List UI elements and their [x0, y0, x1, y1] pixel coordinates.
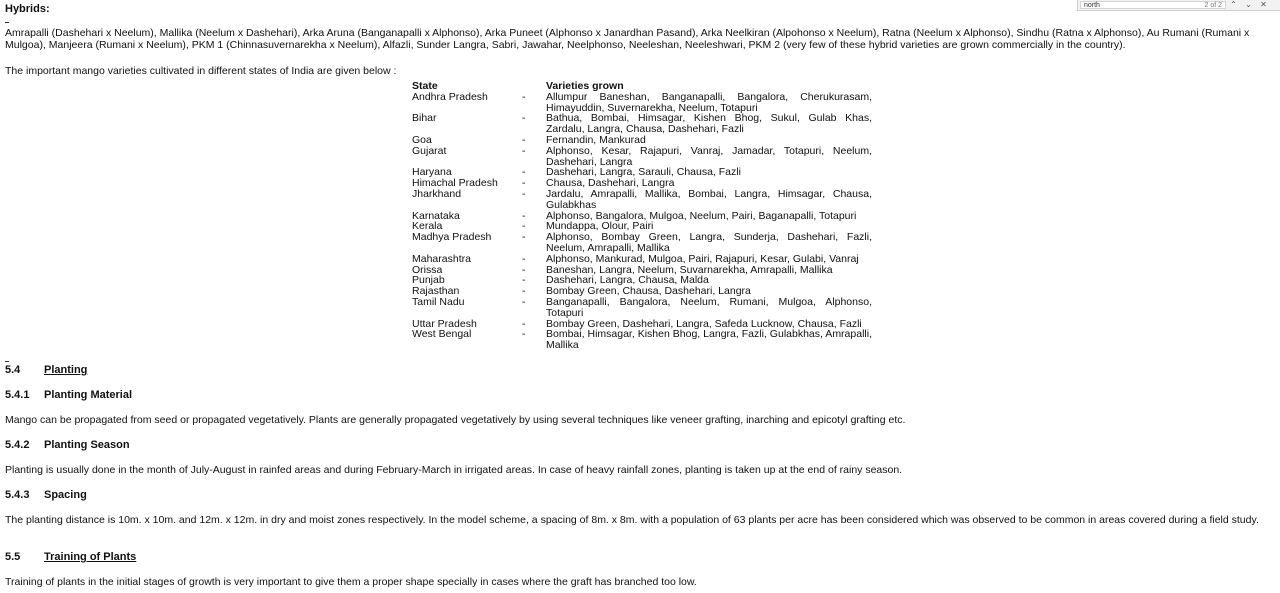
find-match-count: 2 of 2	[1204, 1, 1222, 9]
find-query: north	[1084, 1, 1100, 9]
varieties-cell: Alphonso, Bangalora, Mulgoa, Neelum, Pairi, Baganapalli, Totapuri	[546, 209, 857, 222]
varieties-cell: Chausa, Dashehari, Langra	[546, 177, 675, 190]
varieties-cell: Banganapalli, Bangalora, Neelum, Rumani, Mulgoa, Alphonso, Totapuri	[546, 295, 872, 319]
varieties-cell: Alphonso, Kesar, Rajapuri, Vanraj, Jamadar, Totapuri, Neelum, Dashehari, Langra	[546, 144, 872, 168]
varieties-cell: Bombai, Himsagar, Kishen Bhog, Langra, Fazli, Gulabkhas, Amrapalli, Mallika	[546, 328, 872, 352]
section-heading-5-5	[5, 551, 136, 563]
separator-cell: -	[522, 133, 526, 146]
section-title: Training of Plants	[44, 551, 137, 563]
find-bar	[1077, 0, 1280, 11]
state-cell: Madhya Pradesh	[412, 231, 492, 244]
state-cell: Tamil Nadu	[412, 295, 465, 308]
table-row	[412, 254, 882, 265]
chevron-up-icon: ⌃	[1230, 0, 1237, 9]
table-row	[412, 232, 882, 254]
find-prev-button[interactable]	[1226, 1, 1241, 10]
section-title: Planting	[44, 364, 88, 376]
section-title: Planting Season	[44, 439, 130, 451]
state-cell: Orissa	[412, 263, 443, 276]
varieties-cell: Dashehari, Langra, Sarauli, Chausa, Fazli	[546, 166, 741, 179]
separator-cell: -	[522, 166, 526, 179]
separator-cell: -	[522, 220, 526, 233]
separator-cell: -	[522, 263, 526, 276]
text-marker	[5, 361, 9, 362]
table-row	[412, 113, 882, 135]
varieties-intro: The important mango varieties cultivated in different states of India are given below :	[5, 65, 397, 77]
table-row	[412, 297, 882, 319]
varieties-cell: Alphonso, Bombay Green, Langra, Sunderja, Dashehari, Fazli, Neelum, Amrapalli, Mallika	[546, 231, 872, 254]
varieties-cell: Bombay Green, Dashehari, Langra, Safeda Lucknow, Chausa, Fazli	[546, 317, 862, 330]
table-row	[412, 146, 882, 168]
state-cell: Haryana	[412, 166, 452, 179]
varieties-cell: Dashehari, Langra, Chausa, Malda	[546, 274, 709, 287]
separator-cell: -	[522, 90, 526, 103]
varieties-cell: Jardalu, Amrapalli, Mallika, Bombai, Langra, Himsagar, Chausa, Gulabkhas	[546, 187, 872, 211]
text-marker	[5, 22, 9, 23]
separator-cell: -	[522, 144, 526, 157]
header-state: State	[412, 80, 438, 92]
state-cell: Rajasthan	[412, 285, 460, 298]
varieties-cell: Baneshan, Langra, Neelum, Suvarnarekha, Amrapalli, Mallika	[546, 263, 833, 276]
varieties-cell: Mundappa, Olour, Pairi	[546, 220, 654, 233]
state-cell: Jharkhand	[412, 187, 462, 200]
section-title: Planting Material	[44, 389, 133, 401]
state-cell: Gujarat	[412, 144, 447, 157]
varieties-cell: Alphonso, Mankurad, Mulgoa, Pairi, Rajapuri, Kesar, Gulabi, Vanraj	[546, 252, 859, 265]
section-paragraph: Mango can be propagated from seed or propagated vegetatively. Plants are generally propagated vegetatively by using several techniques like veneer grafting, inarching and epicotyl grafting etc.	[5, 414, 906, 426]
close-icon: ✕	[1260, 0, 1267, 9]
separator-cell: -	[522, 209, 526, 222]
separator-cell: -	[522, 295, 526, 308]
find-input[interactable]	[1080, 1, 1226, 9]
state-cell: Karnataka	[412, 209, 460, 222]
header-varieties: Varieties grown	[546, 80, 624, 92]
varieties-cell: Allumpur Baneshan, Banganapalli, Bangalora, Cherukurasam, Himayuddin, Suvernarekha, Neelum, Totapuri	[546, 90, 872, 114]
varieties-cell: Fernandin, Mankurad	[546, 133, 646, 146]
find-close-button[interactable]	[1256, 1, 1271, 10]
table-row	[412, 189, 882, 211]
separator-cell: -	[522, 187, 526, 200]
section-heading-5-4	[5, 364, 87, 376]
section-paragraph: Planting is usually done in the month of July-August in rainfed areas and during February-March in irrigated areas. In case of heavy rainfall zones, planting is taken up at the end of rainy season.	[5, 464, 903, 476]
separator-cell: -	[522, 285, 526, 298]
section-number: 5.5	[5, 551, 21, 563]
find-next-button[interactable]	[1241, 1, 1256, 10]
state-cell: Himachal Pradesh	[412, 177, 498, 190]
section-heading-5-4-3	[5, 489, 87, 501]
section-title: Spacing	[44, 489, 87, 501]
table-row	[412, 92, 882, 114]
section-number: 5.4.1	[5, 389, 30, 401]
varieties-table	[412, 81, 882, 351]
separator-cell: -	[522, 274, 526, 287]
state-cell: West Bengal	[412, 328, 472, 341]
separator-cell: -	[522, 112, 526, 125]
separator-cell: -	[522, 231, 526, 244]
state-cell: Kerala	[412, 220, 443, 233]
section-number: 5.4.2	[5, 439, 30, 451]
state-cell: Goa	[412, 133, 432, 146]
section-number: 5.4	[5, 364, 21, 376]
separator-cell: -	[522, 317, 526, 330]
section-heading-5-4-2	[5, 439, 130, 451]
section-paragraph: The planting distance is 10m. x 10m. and 12m. x 12m. in dry and moist zones respectively. In the model scheme, a spacing of 8m. x 8m. with a population of 63 plants per acre has been considered which was observed to be common in areas covered during a field study.	[5, 514, 1259, 526]
varieties-cell: Bombay Green, Chausa, Dashehari, Langra	[546, 285, 751, 298]
hybrids-heading: Hybrids:	[5, 3, 50, 15]
section-heading-5-4-1	[5, 389, 132, 401]
section-number: 5.4.3	[5, 489, 30, 501]
hybrids-paragraph: Amrapalli (Dashehari x Neelum), Mallika (Neelum x Dashehari), Arka Aruna (Banganapalli x Alphonso), Arka Puneet (Alphonso x Janardhan Pasand), Arka Neelkiran (Alpohonso x Neelum), Ratna (Neelum x Alphonso), Sindhu (Ratna x Alphonso), Au Rumani (Rumani x Mulgoa), Manjeera (Rumani x Neelum), PKM 1 (Chinnasuvernarekha x Neelum), Alfazli, Sunder Langra, Sabri, Jawahar, Neelphonso, Neeleshan, Neeleshwari, PKM 2 (very few of these hybrid varieties are grown commercially in the country).	[5, 27, 1250, 51]
chevron-down-icon: ⌄	[1245, 0, 1252, 9]
state-cell: Uttar Pradesh	[412, 317, 477, 330]
separator-cell: -	[522, 252, 526, 265]
state-cell: Maharashtra	[412, 252, 471, 265]
varieties-cell: Bathua, Bombai, Himsagar, Kishen Bhog, Sukul, Gulab Khas, Zardalu, Langra, Chausa, Dashehari, Fazli	[546, 112, 872, 136]
separator-cell: -	[522, 177, 526, 190]
separator-cell: -	[522, 328, 526, 341]
state-cell: Bihar	[412, 112, 437, 125]
section-paragraph: Training of plants in the initial stages of growth is very important to give them a proper shape specially in cases where the graft has branched too low.	[5, 576, 697, 588]
table-row	[412, 329, 882, 351]
state-cell: Punjab	[412, 274, 445, 287]
state-cell: Andhra Pradesh	[412, 90, 488, 103]
